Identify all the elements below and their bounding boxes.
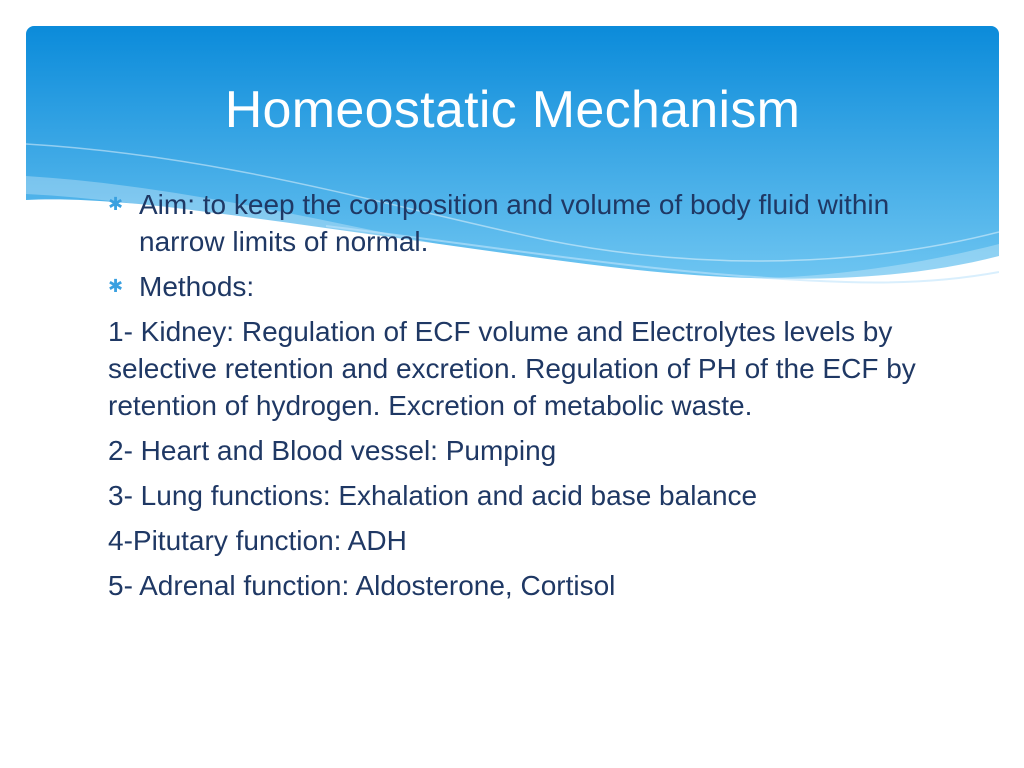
- kidney-paragraph: 1- Kidney: Regulation of ECF volume and Electrolytes levels by selective retention and excretion. Regulation of PH of the ECF by retention of hydrogen. Excretion of metabolic waste.: [108, 316, 916, 421]
- asterisk-bullet-icon: ✱: [108, 194, 124, 214]
- bullet-methods-text: Methods:: [139, 271, 255, 302]
- item-adrenal: 5- Adrenal function: Aldosterone, Cortisol: [108, 570, 616, 601]
- item-pituitary: 4-Pitutary function: ADH: [108, 525, 407, 556]
- asterisk-bullet-icon: ✱: [108, 276, 124, 296]
- bullet-aim-text: Aim: to keep the composition and volume of body fluid within narrow limits of normal.: [139, 189, 890, 257]
- bullet-aim: [108, 186, 928, 260]
- slide-title: Homeostatic Mechanism: [224, 81, 801, 139]
- bullet-methods: [108, 268, 928, 305]
- slide-body: [108, 186, 928, 604]
- item-heart: 2- Heart and Blood vessel: Pumping: [108, 435, 557, 466]
- item-lung: 3- Lung functions: Exhalation and acid base balance: [108, 480, 758, 511]
